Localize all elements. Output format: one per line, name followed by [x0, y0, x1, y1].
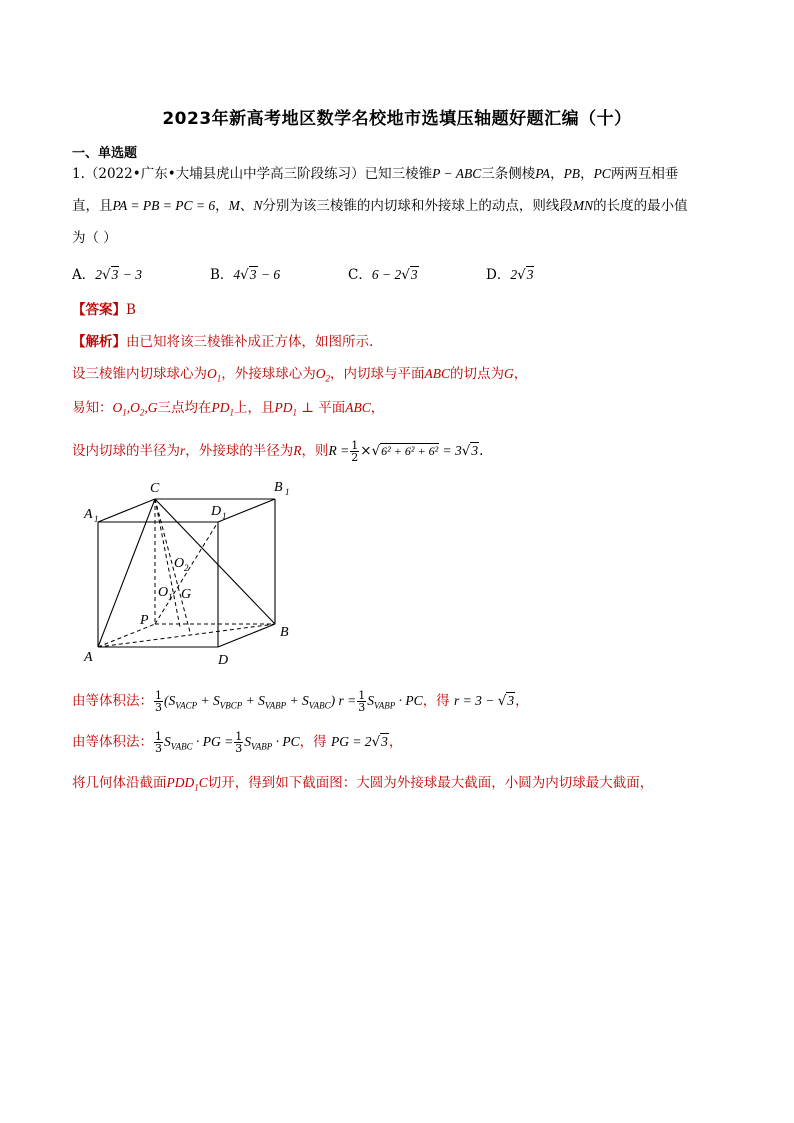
- question-text: 分别为该三棱锥的内切球和外接球上的动点，则线段: [262, 198, 573, 214]
- option-label: C．: [348, 267, 372, 283]
- math-expr: ABC: [345, 400, 371, 415]
- math-expr: ABC: [424, 366, 450, 381]
- label-p: P: [140, 613, 149, 628]
- math-expr: 6 − 2: [371, 267, 402, 282]
- subscript: 1: [292, 407, 297, 418]
- sqrt-symbol: √: [461, 443, 471, 459]
- radicand: 3: [526, 267, 534, 282]
- analysis-text: ，得: [422, 693, 454, 709]
- option-d: [486, 263, 534, 283]
- label-o1: O: [158, 585, 169, 600]
- analysis-text: ，: [388, 734, 403, 750]
- subscript: 1: [194, 782, 199, 793]
- math-expr: − 6: [257, 267, 281, 282]
- math-expr: PD: [211, 400, 230, 415]
- option-label: B．: [210, 267, 234, 283]
- subscript: VABP: [373, 700, 396, 711]
- option-label: A．: [72, 267, 96, 283]
- math-expr: PA: [535, 166, 551, 181]
- label-o1-sub: 1: [168, 592, 173, 602]
- question-text: ，: [550, 166, 564, 182]
- radicand: 3: [249, 267, 257, 282]
- analysis-text: 将几何体沿截面: [72, 775, 167, 791]
- math-expr: N: [253, 198, 263, 213]
- analysis-line-2: [72, 364, 527, 389]
- radicand: 3: [111, 267, 119, 282]
- answer-value: B: [126, 302, 136, 318]
- math-expr: M: [228, 198, 240, 213]
- label-a1-sub: 1: [94, 514, 99, 524]
- math-expr: R: [293, 443, 302, 458]
- analysis-text: ，: [370, 400, 385, 416]
- subscript: VABP: [264, 700, 287, 711]
- math-expr: 4: [233, 267, 241, 282]
- label-d1-sub: 1: [222, 511, 227, 521]
- math-expr: PD: [274, 400, 293, 415]
- section-heading: 一、单选题: [72, 146, 138, 161]
- label-b1: B: [274, 480, 283, 495]
- math-expr: C: [198, 775, 208, 790]
- analysis-text: 易知：: [72, 400, 113, 416]
- label-o2: O: [174, 556, 185, 571]
- subscript: 1: [122, 407, 127, 418]
- math-expr: + S: [286, 693, 309, 708]
- math-expr: R =: [328, 443, 350, 458]
- math-expr: S: [244, 734, 251, 749]
- math-expr: ,O: [126, 400, 140, 415]
- analysis-text: 的切点为: [450, 366, 504, 382]
- hidden-line-p-d1: [155, 522, 218, 624]
- sqrt-symbol: √: [371, 734, 381, 750]
- subscript: 2: [139, 407, 145, 418]
- fraction: [234, 731, 243, 754]
- radicand: 3: [471, 443, 479, 458]
- label-b1-sub: 1: [285, 487, 290, 497]
- analysis-tag: 【解析】: [72, 334, 126, 350]
- sqrt-symbol: √: [371, 443, 381, 459]
- math-expr: (S: [164, 693, 176, 708]
- analysis-text: 由等体积法：: [72, 734, 153, 750]
- fraction-den: 3: [155, 701, 162, 714]
- fraction: [154, 731, 163, 754]
- math-expr: PC: [593, 166, 611, 181]
- math-expr: S: [367, 693, 374, 708]
- subscript: VACP: [175, 700, 198, 711]
- math-expr: r = 3 −: [453, 693, 498, 708]
- fraction-den: 2: [351, 451, 359, 464]
- sqrt-symbol: √: [517, 267, 526, 283]
- answer-line: [72, 300, 136, 320]
- analysis-text: ，得: [299, 734, 331, 750]
- analysis-text: 上，且: [234, 400, 275, 416]
- label-c: C: [150, 481, 160, 496]
- subscript: VABC: [308, 700, 331, 711]
- radicand: 3: [381, 734, 388, 749]
- math-expr: .: [479, 443, 484, 459]
- edge-d1-b1: [218, 499, 275, 522]
- subscript: 1: [229, 407, 234, 418]
- label-a: A: [84, 650, 93, 665]
- sqrt-symbol: √: [240, 267, 249, 283]
- label-d1: D: [211, 504, 222, 519]
- fraction-num: 1: [155, 689, 162, 702]
- label-g: G: [181, 587, 192, 602]
- question-text: ，: [580, 166, 594, 182]
- analysis-text: ，内切球与平面: [330, 366, 425, 382]
- option-c: [348, 263, 419, 283]
- question-text: 的长度的最小值: [593, 198, 688, 214]
- sqrt-symbol: √: [497, 693, 507, 709]
- math-expr: 2: [95, 267, 102, 282]
- question-text: ，: [215, 198, 229, 214]
- question-text: 1.（2022•广东•大埔县虎山中学高三阶段练习）已知三棱锥: [72, 166, 433, 182]
- math-expr: ,G: [144, 400, 158, 415]
- analysis-text: 设内切球的半径为: [72, 443, 180, 459]
- math-expr: r: [180, 443, 186, 458]
- math-expr: PA = PB = PC = 6: [112, 198, 216, 213]
- math-expr: S: [164, 734, 171, 749]
- option-b: [210, 263, 280, 283]
- subscript: VABP: [250, 741, 273, 752]
- analysis-text: 切开，得到如下截面图：大圆为外接球最大截面，小圆为内切球最大截面，: [207, 775, 654, 791]
- sqrt-symbol: √: [102, 267, 111, 283]
- fraction-num: 1: [358, 689, 366, 702]
- math-expr: + S: [197, 693, 220, 708]
- math-expr: PDD: [166, 775, 195, 790]
- math-expr: MN: [572, 198, 594, 213]
- subscript: VABC: [170, 741, 193, 752]
- subscript: 2: [325, 373, 330, 384]
- subscript: VBCP: [219, 700, 243, 711]
- fraction: [350, 440, 359, 463]
- label-b: B: [280, 625, 289, 640]
- analysis-text: ，外接球的半径为: [185, 443, 294, 459]
- math-expr: O: [315, 366, 326, 381]
- question-line-3: 为（ ）: [72, 230, 117, 246]
- question-text: 、: [239, 198, 254, 214]
- analysis-last-line: [72, 773, 653, 798]
- math-expr: G: [504, 366, 514, 381]
- math-expr: = 3: [439, 443, 462, 458]
- option-a: [72, 263, 142, 283]
- math-expr: O: [112, 400, 123, 415]
- fraction-den: 3: [358, 701, 366, 714]
- fraction-num: 1: [351, 439, 359, 452]
- equation-line-2: [72, 731, 402, 757]
- fraction-den: 3: [235, 742, 243, 755]
- radicand: 3: [410, 267, 418, 282]
- fraction-num: 1: [235, 730, 243, 743]
- analysis-text: ，则: [301, 443, 329, 459]
- question-line-2: [72, 196, 688, 216]
- question-text: 三条侧棱: [481, 166, 536, 182]
- analysis-line-3: [72, 398, 384, 423]
- analysis-line-1: [72, 332, 373, 352]
- analysis-text: 设三棱锥内切球球心为: [72, 366, 207, 382]
- math-expr: 2: [510, 267, 518, 282]
- label-d: D: [218, 653, 229, 668]
- subscript: 1: [216, 373, 222, 384]
- fraction: [154, 690, 163, 713]
- option-label: D．: [486, 267, 511, 283]
- math-expr: ⊥: [297, 400, 319, 416]
- question-line-1: [72, 164, 678, 184]
- analysis-text: ，: [515, 693, 529, 709]
- math-expr: P − ABC: [432, 166, 482, 181]
- math-expr: + S: [242, 693, 265, 708]
- edge-a1-c: [98, 499, 155, 522]
- radicand: 6² + 6² + 6²: [381, 444, 439, 458]
- radicand: 3: [507, 693, 515, 708]
- analysis-text: ，外接球球心为: [221, 366, 316, 382]
- math-expr: · PG =: [192, 734, 234, 749]
- math-expr: ×: [360, 443, 372, 459]
- label-a1: A: [84, 507, 93, 522]
- math-expr: ) r =: [330, 693, 357, 708]
- question-text: 直，且: [72, 198, 113, 214]
- math-expr: O: [207, 366, 217, 381]
- equation-line-1: [72, 690, 529, 716]
- question-text: 两两互相垂: [610, 166, 679, 182]
- fraction: [357, 690, 366, 713]
- analysis-text: 由等体积法：: [72, 693, 153, 709]
- analysis-text: 三点均在: [157, 400, 212, 416]
- analysis-text: 平面: [318, 400, 346, 416]
- math-expr: · PC: [395, 693, 423, 708]
- math-expr: − 3: [119, 267, 142, 282]
- fraction-num: 1: [155, 730, 162, 743]
- page-title: 2023年新高考地区数学名校地市选填压轴题好题汇编（十）: [162, 109, 632, 129]
- label-o2-sub: 2: [184, 563, 189, 573]
- sqrt-symbol: √: [401, 267, 410, 283]
- fraction-den: 3: [155, 742, 162, 755]
- analysis-line-4: [72, 440, 483, 463]
- math-expr: PG = 2: [330, 734, 372, 749]
- analysis-text: ，: [513, 366, 528, 382]
- answer-tag: 【答案】: [72, 302, 126, 318]
- math-expr: · PC: [272, 734, 300, 749]
- math-expr: PB: [563, 166, 581, 181]
- cube-figure: [70, 472, 310, 672]
- hidden-edge-a-b: [98, 624, 275, 647]
- analysis-text: 由已知将该三棱锥补成正方体，如图所示.: [126, 334, 374, 350]
